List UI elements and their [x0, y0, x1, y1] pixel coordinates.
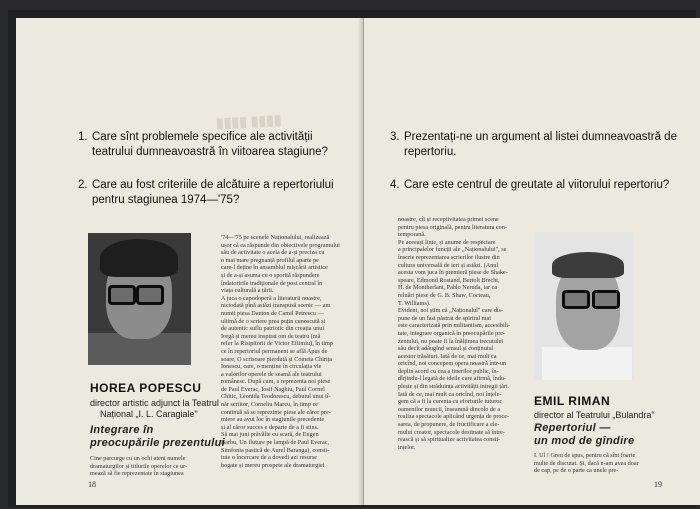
portrait-horea-popescu: [88, 233, 191, 365]
question-2-text: Care au fost criteriile de alcătuire a repertoriului pentru stagiunea 1974—'75?: [92, 179, 334, 206]
text-line: T. Williams).: [398, 299, 431, 307]
text-line: acesta vom juca în premieră piese de Shake-: [398, 269, 508, 277]
text-line: cultura universală de ieri și astăzi. (Anul: [398, 261, 499, 269]
text-line: tate, integrare organică în preocupările pre-: [398, 329, 506, 337]
left-column-b-text: [221, 234, 349, 474]
text-line: I. Ul ! Greu de spus, pentru că sînt foarte: [534, 452, 636, 459]
text-line: său decît adăugînd sensul și conținutul: [398, 345, 494, 353]
text-line: care-l deține în ansamblul mișcării artistice: [221, 264, 328, 272]
text-line: Evident, noi știm că „Naționalul" care dis-: [398, 307, 504, 315]
open-book: [8, 10, 696, 507]
text-line: bogate și mereu prospete ale dramaturgiei: [221, 461, 325, 469]
show-through-ghost-text: ▮▮▮▮ ▮▮▮▮: [215, 111, 282, 131]
left-page: [16, 18, 364, 505]
text-line: năr scriitor, Corneliu Marcu, în timp ce: [221, 401, 319, 409]
text-line: rească și să spiritualize activitatea consti-: [398, 436, 501, 444]
text-line: înscrie reprezentarea scrierilor ilustre din: [398, 253, 500, 261]
text-line: oricînd, noi concepem opera noastră într-un: [398, 360, 507, 368]
text-line: niciodată pînă astăzi transpusă scenic — am: [221, 302, 331, 310]
text-line: numit piesa Danton de Camil Petrescu —: [221, 309, 324, 317]
text-line: dramaturgilor și titlurile operelor ce ur-: [90, 462, 188, 470]
text-line: mului creator, spectacole destinate să între-: [398, 428, 505, 436]
text-line: ce în repertoriul permanent se află Apus de: [221, 347, 328, 355]
text-line: miere au avut loc în stagiunile precedente: [221, 416, 325, 424]
text-line: mează să fie reprezentate în stagiunea: [90, 470, 184, 478]
question-4: [390, 178, 690, 193]
text-line: acestor trăsături. Iată de ce, mai mult ca: [398, 352, 497, 360]
question-2: [78, 178, 348, 208]
right-column-text: [398, 216, 523, 471]
text-line: său de activitate o acela de a-și preciza cu: [221, 249, 325, 257]
text-line: Iată de ce, mai mult ca oricînd, noi înțele-: [398, 390, 502, 398]
text-line: și al căror succes e departe de a fi stins.: [221, 423, 319, 431]
text-line: realiza spectacole aplicând urgența de proce-: [398, 413, 510, 421]
question-4-number: 4.: [390, 179, 400, 191]
text-line: '74—'75 pe scenele Naționalului, realizează: [221, 234, 330, 241]
text-line: a valorilor operele de seamă ale teatrului: [221, 370, 322, 378]
portrait-emil-riman: [534, 232, 634, 380]
question-4-text: Care este centrul de greutate al viitorului repertoriu?: [404, 179, 670, 191]
text-line: gem că a fi la curenta cu eforturile tuturor: [398, 398, 502, 406]
article-subtitle-right-line-2: un mod de gîndire: [534, 435, 635, 447]
text-line: noastre, cît și receptivitatea primei scene: [398, 216, 499, 223]
text-line: reluări piese de G. B. Shaw, Cocteau,: [398, 291, 491, 299]
text-line: de Paul Everac, Iosif Naghiu, Paul Cornel: [221, 385, 325, 393]
text-line: de autentic suflu patriotic din creația unui: [221, 325, 325, 333]
article-subtitle-line-1: Integrare în: [90, 424, 154, 436]
text-line: Cine parcurge cu un ochi atent numele: [90, 455, 186, 462]
text-line: H. de Montherlant, Pablo Neruda, iar ca: [398, 284, 498, 292]
text-line: Pe aceeași linie, și anume de respectare: [398, 238, 496, 246]
text-line: Simfonia pastică de Aurel Baranga), consti-: [221, 446, 330, 454]
person-role-right: director al Teatrului „Bulandra": [534, 410, 655, 420]
text-line: temporană.: [398, 231, 426, 239]
question-3-text: Prezentați-ne un argument al listei dumneavoastră de repertoriu.: [404, 131, 677, 158]
text-line: refer la Risipitorii de Victor Eftimiu), în timp: [221, 340, 333, 348]
text-line: A juca o capodoperă a literaturii noastre,: [221, 294, 322, 302]
person-role-line-2: Național „I. L. Caragiale": [100, 409, 198, 419]
text-line: este caracterizată prin militantism, accesibili-: [398, 322, 511, 330]
text-line: ințelor.: [398, 443, 416, 451]
text-line: Chitic, Leonida Teodorescu, debutul unui tî-: [221, 393, 331, 401]
person-role-line-1: director artistic adjunct la Teatrul: [90, 398, 219, 408]
text-line: soare, O scrisoare pierdută și Cometa Chirița: [221, 355, 333, 363]
right-intro-text: [534, 452, 664, 475]
text-line: Ionescu, care, o menține în circulația vie: [221, 363, 322, 371]
right-page: [364, 18, 700, 505]
article-subtitle-right-line-1: Repertoriul —: [534, 422, 611, 434]
text-line: deplin acord cu cea a tinerilor public, în-: [398, 367, 499, 375]
text-line: ușor că ea răspunde din obiectivele programului: [221, 241, 340, 249]
text-line: îndatoririle tradiționale de post central în: [221, 279, 323, 287]
question-3-number: 3.: [390, 131, 400, 143]
text-line: pune de un fast păstrat de spiritul mai: [398, 314, 491, 322]
text-line: de cap, pe de o parte ca unele pre-: [534, 467, 619, 475]
question-2-number: 2.: [78, 179, 88, 191]
text-line: românesc. După cum, a reprezenta noi piese: [221, 378, 331, 386]
left-column-a-text: [90, 455, 210, 478]
text-line: pentru piesa originală, pentru literatura con-: [398, 223, 507, 231]
text-line: sarea, de propunere, de fructificare a ele-: [398, 421, 500, 429]
text-line: a principalelor funcții ale „Naționalului", se: [398, 246, 507, 254]
text-line: viața culturală a țării.: [221, 287, 274, 295]
text-line: plește și din străduința activității intregii țări.: [398, 383, 510, 391]
text-line: tuie o încercare de a dovedi azi resurse: [221, 454, 318, 462]
text-line: Barbu, Un fluture pe lampă de Paul Everac,: [221, 439, 330, 447]
question-1-number: 1.: [78, 131, 88, 143]
person-name-right: EMIL RIMAN: [534, 394, 611, 408]
text-line: oamenilor muncii, înseamnă dincolo de a: [398, 405, 501, 413]
text-line: ultimă de o scriere prea puțin cunoscută și: [221, 317, 326, 325]
page-number-left: 18: [88, 480, 96, 489]
article-subtitle-line-2: preocupările prezentului: [90, 437, 225, 449]
text-line: și de a-și asuma cu o sporită răspundere: [221, 271, 320, 279]
person-name-left: HOREA POPESCU: [90, 381, 202, 395]
text-line: dîrjindu-l legată de ideile care afirmă, îndu-: [398, 375, 507, 383]
page-number-right: 19: [654, 480, 662, 489]
text-line: Să mai juni prăvălie cu scară, de Eugen: [221, 431, 319, 439]
text-line: zentului, nu poate fi la înălțimea trecutului: [398, 337, 504, 345]
text-line: speare, Edmond Rostand, Bertolt Brecht,: [398, 276, 500, 284]
text-line: Iorgă și mereu inspirat om de teatru (mă: [221, 332, 321, 340]
question-3: [390, 130, 690, 160]
text-line: o mai mare pregnanță profilul aparte pe: [221, 256, 319, 264]
question-1-text: Care sînt problemele specifice ale activității teatrului dumneavoastră în viitoarea stagiune?: [92, 131, 328, 158]
text-line: multe de discutat. Și, dacă n-am avea doar: [534, 459, 639, 467]
text-line: continuă să se reprezinte piese ale căror pre-: [221, 408, 331, 416]
question-1: [78, 130, 348, 160]
